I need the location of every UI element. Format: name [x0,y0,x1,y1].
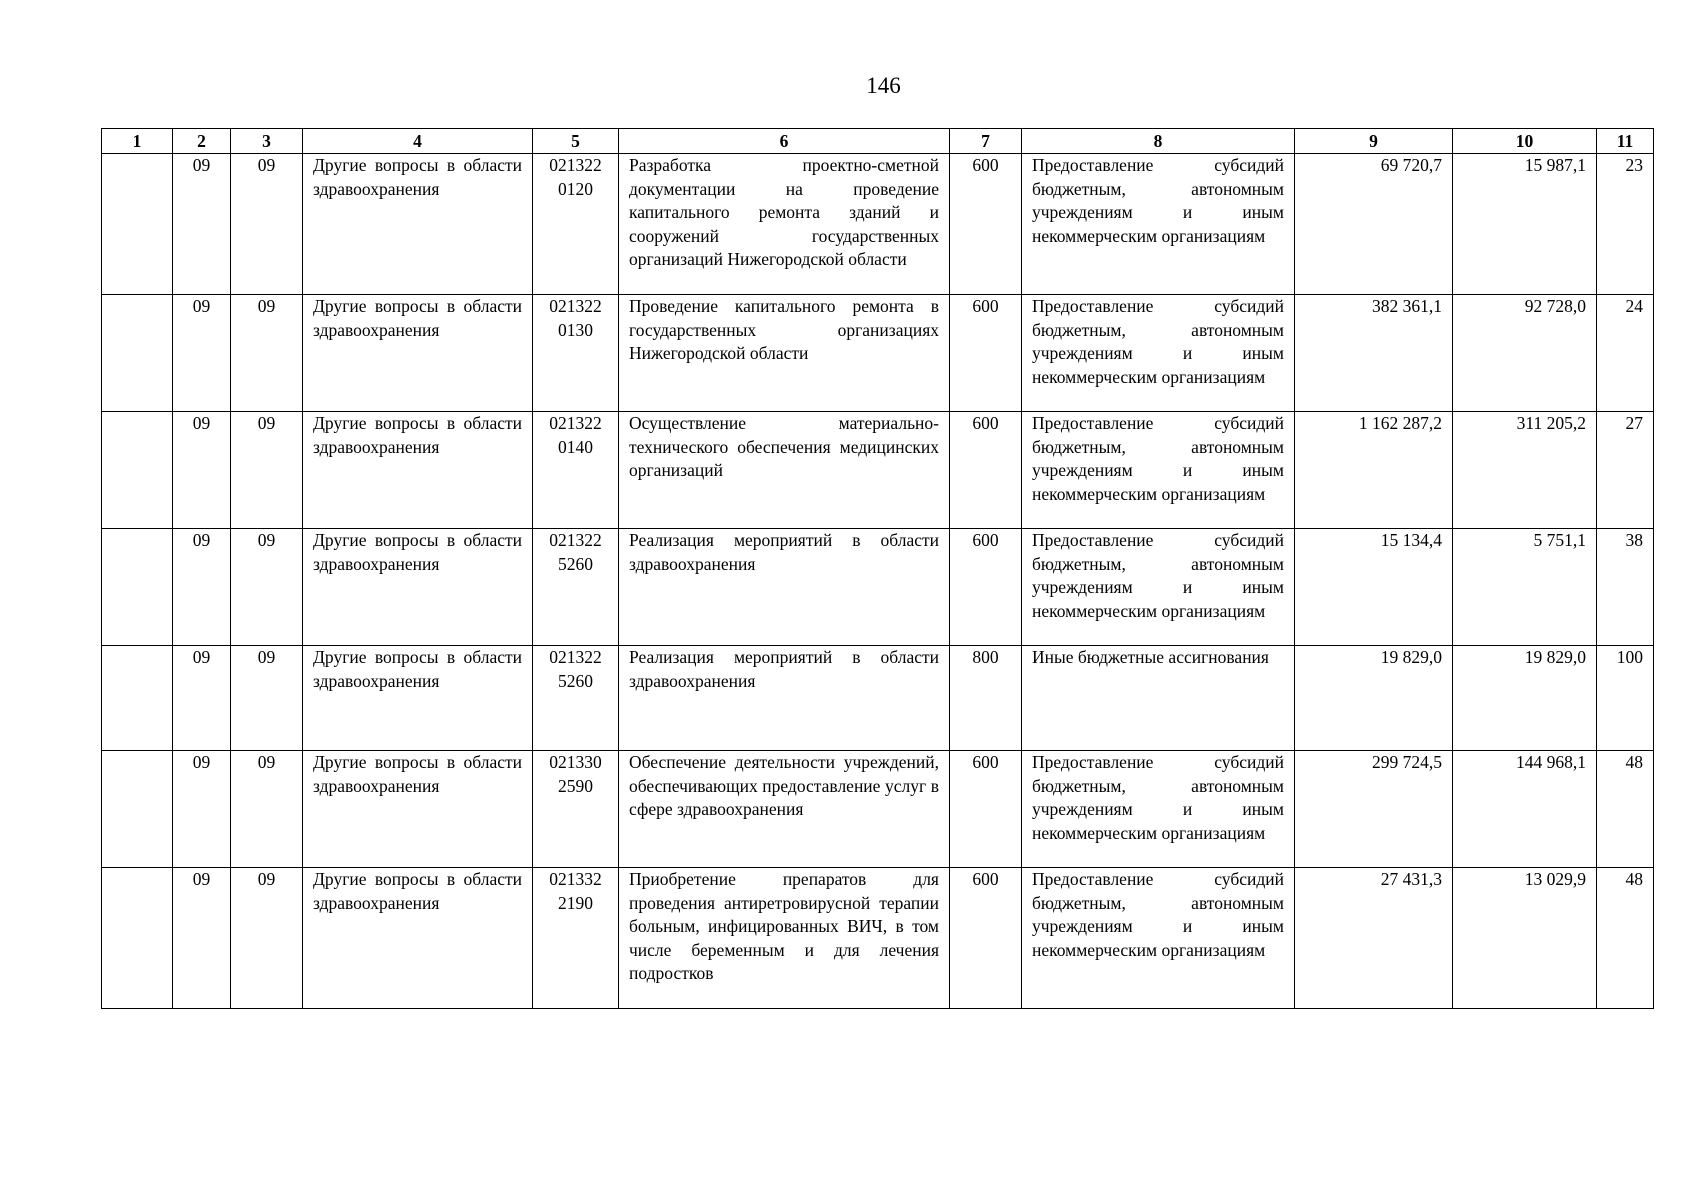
cell-subsection-name: Другие вопросы в области здравоохранения [303,646,533,751]
cell-subsection-name: Другие вопросы в области здравоохранения [303,154,533,295]
column-header-2: 2 [173,129,231,154]
column-header-6: 6 [619,129,950,154]
target-article-part1: 021322 [549,413,602,433]
header-row [102,129,1654,154]
cell-value-11: 100 [1597,646,1654,751]
target-article-part2: 2590 [558,775,593,796]
cell-subsection-name: Другие вопросы в области здравоохранения [303,751,533,868]
target-article-part2: 0140 [558,436,593,457]
cell-expense-type-name: Предоставление субсидий бюджетным, автономным учреждениям и иным некоммерческим организациям [1022,529,1295,646]
cell-section: 09 [173,154,231,295]
cell-subsection-name: Другие вопросы в области здравоохранения [303,412,533,529]
cell-expense-type-name: Предоставление субсидий бюджетным, автономным учреждениям и иным некоммерческим организациям [1022,751,1295,868]
cell-target-article [533,868,619,1009]
column-header-11: 11 [1597,129,1654,154]
target-article-part1: 021330 [549,752,602,772]
cell-target-article [533,412,619,529]
cell-target-article-name: Приобретение препаратов для проведения антиретровирусной терапии больным, инфицированных ВИЧ, в том числе беременным и для лечения подростков [619,868,950,1009]
column-header-8: 8 [1022,129,1295,154]
cell-value-9: 69 720,7 [1295,154,1453,295]
cell-expense-type: 800 [950,646,1022,751]
column-header-7: 7 [950,129,1022,154]
table-row [102,646,1654,751]
target-article-part2: 0120 [558,178,593,199]
target-article-part1: 021322 [549,530,602,550]
cell-value-9: 27 431,3 [1295,868,1453,1009]
target-article-part2: 5260 [558,670,593,691]
cell-target-article-name: Проведение капитального ремонта в государственных организациях Нижегородской области [619,295,950,412]
column-header-3: 3 [231,129,303,154]
cell-subsection: 09 [231,868,303,1009]
cell-section: 09 [173,529,231,646]
column-header-1: 1 [102,129,173,154]
target-article-part2: 0130 [558,319,593,340]
cell-expense-type: 600 [950,154,1022,295]
table-body [102,154,1654,1009]
table-row [102,295,1654,412]
cell-target-article-name: Осуществление материально-технического обеспечения медицинских организаций [619,412,950,529]
cell-col1 [102,529,173,646]
cell-value-11: 38 [1597,529,1654,646]
cell-subsection: 09 [231,295,303,412]
cell-value-11: 48 [1597,751,1654,868]
cell-value-11: 27 [1597,412,1654,529]
table-header [102,129,1654,154]
cell-section: 09 [173,646,231,751]
cell-section: 09 [173,295,231,412]
cell-section: 09 [173,868,231,1009]
cell-target-article [533,295,619,412]
cell-subsection: 09 [231,646,303,751]
cell-expense-type-name: Предоставление субсидий бюджетным, автономным учреждениям и иным некоммерческим организациям [1022,154,1295,295]
page-number: 146 [866,73,901,98]
cell-value-10: 19 829,0 [1453,646,1597,751]
cell-expense-type-name: Предоставление субсидий бюджетным, автономным учреждениям и иным некоммерческим организациям [1022,412,1295,529]
budget-table [101,128,1654,1009]
cell-target-article-name: Разработка проектно-сметной документации на проведение капитального ремонта зданий и сооружений государственных организаций Нижегородской области [619,154,950,295]
cell-expense-type: 600 [950,412,1022,529]
table-row [102,412,1654,529]
cell-col1 [102,646,173,751]
cell-target-article [533,751,619,868]
cell-subsection-name: Другие вопросы в области здравоохранения [303,529,533,646]
cell-value-10: 15 987,1 [1453,154,1597,295]
target-article-part1: 021322 [549,155,602,175]
cell-value-9: 382 361,1 [1295,295,1453,412]
cell-subsection: 09 [231,751,303,868]
cell-value-9: 15 134,4 [1295,529,1453,646]
cell-value-10: 13 029,9 [1453,868,1597,1009]
cell-expense-type-name: Предоставление субсидий бюджетным, автономным учреждениям и иным некоммерческим организациям [1022,868,1295,1009]
cell-target-article-name: Обеспечение деятельности учреждений, обеспечивающих предоставление услуг в сфере здравоохранения [619,751,950,868]
cell-section: 09 [173,751,231,868]
cell-value-9: 1 162 287,2 [1295,412,1453,529]
column-header-5: 5 [533,129,619,154]
target-article-part2: 2190 [558,892,593,913]
cell-col1 [102,868,173,1009]
cell-target-article [533,529,619,646]
table-row [102,751,1654,868]
cell-target-article-name: Реализация мероприятий в области здравоохранения [619,646,950,751]
cell-subsection: 09 [231,529,303,646]
table-row [102,868,1654,1009]
cell-value-10: 5 751,1 [1453,529,1597,646]
cell-section: 09 [173,412,231,529]
cell-subsection-name: Другие вопросы в области здравоохранения [303,868,533,1009]
cell-value-10: 144 968,1 [1453,751,1597,868]
cell-expense-type: 600 [950,868,1022,1009]
target-article-part2: 5260 [558,553,593,574]
cell-target-article-name: Реализация мероприятий в области здравоохранения [619,529,950,646]
cell-subsection: 09 [231,412,303,529]
cell-value-10: 311 205,2 [1453,412,1597,529]
cell-expense-type: 600 [950,295,1022,412]
target-article-part1: 021322 [549,296,602,316]
target-article-part1: 021322 [549,647,602,667]
cell-expense-type: 600 [950,529,1022,646]
cell-value-9: 299 724,5 [1295,751,1453,868]
cell-target-article [533,154,619,295]
cell-expense-type: 600 [950,751,1022,868]
table-row [102,154,1654,295]
cell-value-10: 92 728,0 [1453,295,1597,412]
cell-expense-type-name: Предоставление субсидий бюджетным, автономным учреждениям и иным некоммерческим организациям [1022,295,1295,412]
cell-expense-type-name: Иные бюджетные ассигнования [1022,646,1295,751]
column-header-9: 9 [1295,129,1453,154]
cell-value-11: 24 [1597,295,1654,412]
target-article-part1: 021332 [549,869,602,889]
cell-target-article [533,646,619,751]
cell-subsection-name: Другие вопросы в области здравоохранения [303,295,533,412]
cell-col1 [102,295,173,412]
cell-value-11: 48 [1597,868,1654,1009]
cell-subsection: 09 [231,154,303,295]
cell-value-9: 19 829,0 [1295,646,1453,751]
cell-col1 [102,751,173,868]
table-row [102,529,1654,646]
cell-col1 [102,154,173,295]
cell-value-11: 23 [1597,154,1654,295]
column-header-10: 10 [1453,129,1597,154]
cell-col1 [102,412,173,529]
column-header-4: 4 [303,129,533,154]
